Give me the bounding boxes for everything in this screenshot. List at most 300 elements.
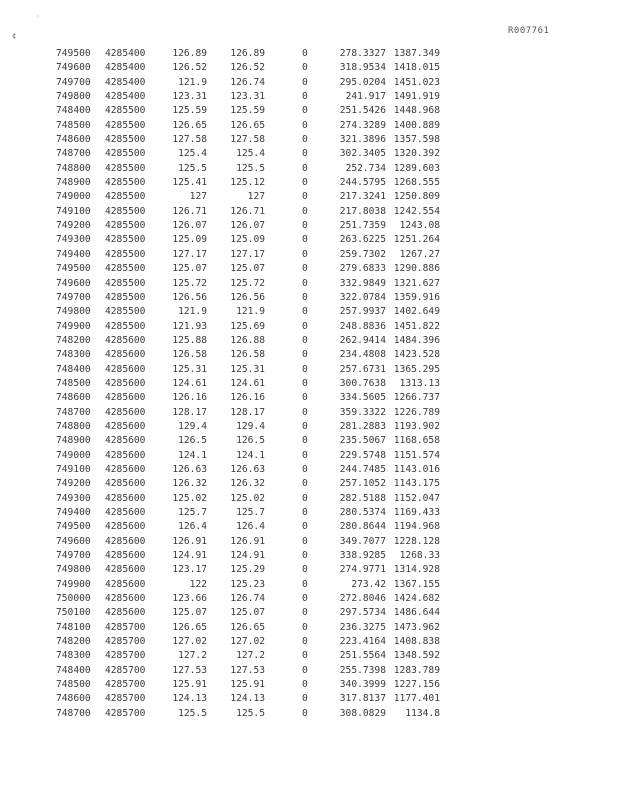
cell-value-b: 1227.156 xyxy=(393,679,440,691)
cell-elev-b: 126.07 xyxy=(230,220,265,232)
table-row xyxy=(0,664,618,678)
cell-value-a: 338.9285 xyxy=(339,550,386,562)
cell-flag: 0 xyxy=(302,377,308,389)
cell-elev-b: 125.31 xyxy=(230,363,265,375)
cell-value-b: 1451.822 xyxy=(393,320,440,332)
cell-easting: 749300 xyxy=(56,492,91,504)
cell-elev-b: 126.74 xyxy=(230,593,265,605)
cell-easting: 749400 xyxy=(56,248,91,260)
cell-northing: 4285700 xyxy=(105,636,146,648)
cell-flag: 0 xyxy=(302,607,308,619)
cell-flag: 0 xyxy=(302,76,308,88)
cell-easting: 749100 xyxy=(56,205,91,217)
table-row xyxy=(0,649,618,663)
cell-elev-b: 125.12 xyxy=(230,177,265,189)
cell-easting: 749500 xyxy=(56,48,91,59)
table-row xyxy=(0,549,618,563)
table-row xyxy=(0,363,618,377)
cell-elev-a: 126.91 xyxy=(172,535,207,547)
cell-easting: 750100 xyxy=(56,607,91,619)
cell-elev-a: 129.4 xyxy=(178,420,207,432)
cell-value-a: 244.7485 xyxy=(339,463,386,475)
cell-elev-b: 125.09 xyxy=(230,234,265,246)
cell-elev-b: 127.53 xyxy=(230,664,265,676)
cell-elev-b: 125.59 xyxy=(230,105,265,117)
table-row xyxy=(0,277,618,291)
cell-northing: 4285600 xyxy=(105,521,146,533)
cell-easting: 749800 xyxy=(56,564,91,576)
table-row xyxy=(0,506,618,520)
cell-elev-b: 125.5 xyxy=(236,707,265,719)
cell-elev-b: 126.88 xyxy=(230,334,265,346)
cell-value-b: 1387.349 xyxy=(393,48,440,59)
cell-flag: 0 xyxy=(302,205,308,217)
cell-northing: 4285600 xyxy=(105,420,146,432)
cell-northing: 4285500 xyxy=(105,277,146,289)
cell-northing: 4285600 xyxy=(105,334,146,346)
cell-elev-a: 126.65 xyxy=(172,119,207,131)
cell-flag: 0 xyxy=(302,349,308,361)
cell-easting: 748500 xyxy=(56,119,91,131)
cell-flag: 0 xyxy=(302,420,308,432)
cell-elev-a: 127.53 xyxy=(172,664,207,676)
cell-easting: 748800 xyxy=(56,420,91,432)
cell-elev-b: 123.31 xyxy=(230,91,265,103)
cell-northing: 4285500 xyxy=(105,248,146,260)
cell-elev-a: 125.88 xyxy=(172,334,207,346)
cell-value-a: 297.5734 xyxy=(339,607,386,619)
cell-value-a: 274.9771 xyxy=(339,564,386,576)
cell-flag: 0 xyxy=(302,91,308,103)
cell-flag: 0 xyxy=(302,220,308,232)
cell-flag: 0 xyxy=(302,263,308,275)
cell-easting: 748600 xyxy=(56,392,91,404)
table-row xyxy=(0,162,618,176)
cell-elev-b: 124.61 xyxy=(230,377,265,389)
cell-northing: 4285600 xyxy=(105,578,146,590)
table-row xyxy=(0,449,618,463)
cell-easting: 749900 xyxy=(56,320,91,332)
cell-easting: 748300 xyxy=(56,349,91,361)
cell-easting: 748200 xyxy=(56,334,91,346)
cell-value-b: 1143.016 xyxy=(393,463,440,475)
cell-value-b: 1357.598 xyxy=(393,134,440,146)
cell-value-b: 1266.737 xyxy=(393,392,440,404)
cell-value-a: 349.7077 xyxy=(339,535,386,547)
cell-flag: 0 xyxy=(302,48,308,59)
cell-elev-b: 126.65 xyxy=(230,119,265,131)
cell-value-a: 278.3327 xyxy=(339,48,386,59)
cell-value-a: 229.5748 xyxy=(339,449,386,461)
cell-value-a: 273.42 xyxy=(351,578,386,590)
table-row xyxy=(0,707,618,721)
cell-easting: 748200 xyxy=(56,636,91,648)
cell-flag: 0 xyxy=(302,664,308,676)
table-row xyxy=(0,305,618,319)
cell-flag: 0 xyxy=(302,363,308,375)
cell-value-b: 1314.928 xyxy=(393,564,440,576)
cell-easting: 748900 xyxy=(56,435,91,447)
cell-flag: 0 xyxy=(302,306,308,318)
cell-value-a: 272.8046 xyxy=(339,593,386,605)
cell-value-b: 1408.838 xyxy=(393,636,440,648)
cell-value-a: 321.3896 xyxy=(339,134,386,146)
cell-elev-a: 126.52 xyxy=(172,62,207,74)
cell-flag: 0 xyxy=(302,406,308,418)
data-table xyxy=(0,47,618,721)
cell-northing: 4285500 xyxy=(105,162,146,174)
cell-easting: 748400 xyxy=(56,363,91,375)
cell-elev-a: 128.17 xyxy=(172,406,207,418)
cell-flag: 0 xyxy=(302,478,308,490)
cell-northing: 4285500 xyxy=(105,306,146,318)
cell-elev-b: 126.52 xyxy=(230,62,265,74)
cell-easting: 749900 xyxy=(56,578,91,590)
cell-elev-b: 125.7 xyxy=(236,507,265,518)
cell-value-b: 1177.401 xyxy=(393,693,440,705)
cell-elev-a: 124.91 xyxy=(172,550,207,562)
cell-elev-a: 125.31 xyxy=(172,363,207,375)
cell-value-a: 236.3275 xyxy=(339,621,386,633)
cell-flag: 0 xyxy=(302,636,308,648)
cell-value-a: 282.5188 xyxy=(339,492,386,504)
table-row xyxy=(0,90,618,104)
cell-elev-a: 126.32 xyxy=(172,478,207,490)
cell-elev-a: 125.07 xyxy=(172,607,207,619)
cell-easting: 748500 xyxy=(56,679,91,691)
table-row xyxy=(0,406,618,420)
cell-elev-a: 126.56 xyxy=(172,291,207,303)
cell-easting: 748900 xyxy=(56,177,91,189)
cell-northing: 4285600 xyxy=(105,507,146,518)
cell-easting: 748600 xyxy=(56,134,91,146)
cell-value-a: 255.7398 xyxy=(339,664,386,676)
cell-easting: 748400 xyxy=(56,664,91,676)
cell-flag: 0 xyxy=(302,119,308,131)
cell-flag: 0 xyxy=(302,291,308,303)
cell-easting: 748400 xyxy=(56,105,91,117)
cell-value-b: 1194.968 xyxy=(393,521,440,533)
cell-elev-a: 125.5 xyxy=(178,162,207,174)
cell-easting: 748800 xyxy=(56,162,91,174)
stray-mark: · xyxy=(36,13,40,20)
cell-value-a: 281.2883 xyxy=(339,420,386,432)
cell-value-b: 1424.682 xyxy=(393,593,440,605)
cell-value-b: 1169.433 xyxy=(393,507,440,518)
cell-northing: 4285400 xyxy=(105,91,146,103)
cell-easting: 748300 xyxy=(56,650,91,662)
table-row xyxy=(0,492,618,506)
cell-elev-b: 126.89 xyxy=(230,48,265,59)
table-row xyxy=(0,420,618,434)
cell-elev-b: 128.17 xyxy=(230,406,265,418)
table-row xyxy=(0,219,618,233)
cell-value-b: 1151.574 xyxy=(393,449,440,461)
table-row xyxy=(0,463,618,477)
cell-easting: 748700 xyxy=(56,148,91,160)
cell-elev-b: 121.9 xyxy=(236,306,265,318)
cell-elev-b: 125.72 xyxy=(230,277,265,289)
cell-value-a: 359.3322 xyxy=(339,406,386,418)
cell-northing: 4285600 xyxy=(105,593,146,605)
cell-elev-b: 127.02 xyxy=(230,636,265,648)
cell-northing: 4285600 xyxy=(105,550,146,562)
cell-value-a: 340.3999 xyxy=(339,679,386,691)
cell-value-b: 1134.8 xyxy=(405,707,440,719)
table-row xyxy=(0,176,618,190)
cell-flag: 0 xyxy=(302,162,308,174)
cell-northing: 4285600 xyxy=(105,406,146,418)
cell-flag: 0 xyxy=(302,62,308,74)
cell-flag: 0 xyxy=(302,492,308,504)
cell-value-a: 280.8644 xyxy=(339,521,386,533)
cell-elev-a: 124.1 xyxy=(178,449,207,461)
cell-elev-b: 124.91 xyxy=(230,550,265,562)
cell-elev-b: 127.58 xyxy=(230,134,265,146)
cell-easting: 749000 xyxy=(56,449,91,461)
cell-easting: 748700 xyxy=(56,406,91,418)
cell-elev-b: 126.63 xyxy=(230,463,265,475)
cell-elev-b: 126.56 xyxy=(230,291,265,303)
cell-elev-b: 126.58 xyxy=(230,349,265,361)
cell-northing: 4285600 xyxy=(105,607,146,619)
cell-northing: 4285400 xyxy=(105,62,146,74)
cell-flag: 0 xyxy=(302,521,308,533)
cell-elev-a: 127.02 xyxy=(172,636,207,648)
cell-elev-a: 125.09 xyxy=(172,234,207,246)
cell-value-b: 1451.023 xyxy=(393,76,440,88)
cell-elev-b: 125.4 xyxy=(236,148,265,160)
cell-value-b: 1473.962 xyxy=(393,621,440,633)
cell-elev-b: 127.2 xyxy=(236,650,265,662)
cell-flag: 0 xyxy=(302,191,308,203)
table-row xyxy=(0,262,618,276)
table-row xyxy=(0,76,618,90)
cell-value-b: 1367.155 xyxy=(393,578,440,590)
cell-value-b: 1290.886 xyxy=(393,263,440,275)
cell-easting: 748600 xyxy=(56,693,91,705)
cell-flag: 0 xyxy=(302,277,308,289)
cell-value-b: 1359.916 xyxy=(393,291,440,303)
cell-elev-a: 127.17 xyxy=(172,248,207,260)
cell-flag: 0 xyxy=(302,507,308,518)
cell-elev-a: 121.9 xyxy=(178,76,207,88)
cell-northing: 4285500 xyxy=(105,191,146,203)
cell-elev-a: 126.4 xyxy=(178,521,207,533)
cell-value-a: 322.0784 xyxy=(339,291,386,303)
cell-northing: 4285600 xyxy=(105,392,146,404)
cell-northing: 4285500 xyxy=(105,205,146,217)
cell-flag: 0 xyxy=(302,334,308,346)
table-row xyxy=(0,104,618,118)
cell-elev-a: 125.07 xyxy=(172,263,207,275)
cell-value-b: 1365.295 xyxy=(393,363,440,375)
cell-value-a: 235.5067 xyxy=(339,435,386,447)
cell-northing: 4285500 xyxy=(105,134,146,146)
cell-flag: 0 xyxy=(302,463,308,475)
cell-value-b: 1193.902 xyxy=(393,420,440,432)
cell-elev-b: 129.4 xyxy=(236,420,265,432)
cell-value-b: 1289.603 xyxy=(393,162,440,174)
cell-elev-a: 126.07 xyxy=(172,220,207,232)
cell-easting: 749400 xyxy=(56,507,91,518)
cell-flag: 0 xyxy=(302,621,308,633)
cell-elev-b: 124.13 xyxy=(230,693,265,705)
cell-value-a: 241.917 xyxy=(345,91,386,103)
cell-northing: 4285500 xyxy=(105,320,146,332)
cell-value-a: 317.8137 xyxy=(339,693,386,705)
cell-value-a: 302.3405 xyxy=(339,148,386,160)
cell-value-b: 1320.392 xyxy=(393,148,440,160)
cell-northing: 4285600 xyxy=(105,463,146,475)
table-row xyxy=(0,563,618,577)
table-row xyxy=(0,147,618,161)
cell-elev-a: 126.89 xyxy=(172,48,207,59)
cell-value-b: 1267.27 xyxy=(399,248,440,260)
cell-elev-a: 125.7 xyxy=(178,507,207,518)
cell-flag: 0 xyxy=(302,593,308,605)
cell-northing: 4285600 xyxy=(105,377,146,389)
cell-easting: 749600 xyxy=(56,535,91,547)
cell-easting: 749000 xyxy=(56,191,91,203)
cell-elev-b: 125.91 xyxy=(230,679,265,691)
table-row xyxy=(0,205,618,219)
cell-elev-b: 126.16 xyxy=(230,392,265,404)
cell-flag: 0 xyxy=(302,105,308,117)
cell-elev-a: 122 xyxy=(189,578,207,590)
cell-elev-a: 123.17 xyxy=(172,564,207,576)
cell-northing: 4285700 xyxy=(105,650,146,662)
cell-elev-a: 126.63 xyxy=(172,463,207,475)
cell-northing: 4285400 xyxy=(105,48,146,59)
cell-value-a: 295.0204 xyxy=(339,76,386,88)
cell-northing: 4285500 xyxy=(105,263,146,275)
table-row xyxy=(0,119,618,133)
table-row xyxy=(0,133,618,147)
cell-value-a: 257.9937 xyxy=(339,306,386,318)
cell-value-b: 1423.528 xyxy=(393,349,440,361)
cell-northing: 4285500 xyxy=(105,291,146,303)
cell-value-b: 1400.889 xyxy=(393,119,440,131)
cell-easting: 749600 xyxy=(56,62,91,74)
cell-elev-a: 125.72 xyxy=(172,277,207,289)
cell-value-b: 1143.175 xyxy=(393,478,440,490)
cell-elev-b: 126.91 xyxy=(230,535,265,547)
cell-elev-b: 126.65 xyxy=(230,621,265,633)
cell-northing: 4285500 xyxy=(105,220,146,232)
cell-elev-a: 126.71 xyxy=(172,205,207,217)
cell-value-b: 1283.789 xyxy=(393,664,440,676)
cell-value-a: 257.6731 xyxy=(339,363,386,375)
cell-flag: 0 xyxy=(302,177,308,189)
cell-elev-b: 124.1 xyxy=(236,449,265,461)
cell-elev-a: 121.93 xyxy=(172,320,207,332)
cell-northing: 4285600 xyxy=(105,535,146,547)
table-row xyxy=(0,621,618,635)
cell-value-b: 1152.047 xyxy=(393,492,440,504)
table-row xyxy=(0,334,618,348)
cell-northing: 4285600 xyxy=(105,478,146,490)
table-row xyxy=(0,291,618,305)
cell-value-a: 334.5605 xyxy=(339,392,386,404)
cell-value-a: 217.3241 xyxy=(339,191,386,203)
cell-value-a: 274.3289 xyxy=(339,119,386,131)
table-row xyxy=(0,348,618,362)
cell-easting: 749200 xyxy=(56,220,91,232)
table-row xyxy=(0,477,618,491)
cell-elev-b: 126.71 xyxy=(230,205,265,217)
cell-elev-a: 124.13 xyxy=(172,693,207,705)
cell-northing: 4285600 xyxy=(105,564,146,576)
cell-value-a: 248.8836 xyxy=(339,320,386,332)
cell-value-b: 1448.968 xyxy=(393,105,440,117)
cell-elev-a: 123.66 xyxy=(172,593,207,605)
cell-flag: 0 xyxy=(302,707,308,719)
cell-easting: 748500 xyxy=(56,377,91,389)
cell-easting: 749200 xyxy=(56,478,91,490)
cell-value-a: 217.8038 xyxy=(339,205,386,217)
table-row xyxy=(0,248,618,262)
cell-easting: 748700 xyxy=(56,707,91,719)
cell-value-a: 262.9414 xyxy=(339,334,386,346)
cell-value-b: 1491.919 xyxy=(393,91,440,103)
cell-easting: 749100 xyxy=(56,463,91,475)
cell-elev-b: 125.02 xyxy=(230,492,265,504)
cell-northing: 4285700 xyxy=(105,707,146,719)
cell-elev-a: 126.16 xyxy=(172,392,207,404)
cell-easting: 749700 xyxy=(56,291,91,303)
cell-value-b: 1242.554 xyxy=(393,205,440,217)
table-row xyxy=(0,434,618,448)
cell-northing: 4285500 xyxy=(105,234,146,246)
cell-value-b: 1321.627 xyxy=(393,277,440,289)
cell-easting: 749800 xyxy=(56,91,91,103)
cell-elev-a: 123.31 xyxy=(172,91,207,103)
cell-elev-b: 127 xyxy=(247,191,265,203)
cell-value-a: 223.4164 xyxy=(339,636,386,648)
table-row xyxy=(0,692,618,706)
table-row xyxy=(0,47,618,61)
cell-flag: 0 xyxy=(302,650,308,662)
table-row xyxy=(0,578,618,592)
cell-easting: 748100 xyxy=(56,621,91,633)
cell-elev-a: 125.41 xyxy=(172,177,207,189)
cell-value-a: 332.9849 xyxy=(339,277,386,289)
cell-flag: 0 xyxy=(302,693,308,705)
table-row xyxy=(0,233,618,247)
cell-elev-b: 127.17 xyxy=(230,248,265,260)
cell-flag: 0 xyxy=(302,550,308,562)
cell-elev-a: 124.61 xyxy=(172,377,207,389)
cell-value-b: 1313.13 xyxy=(399,377,440,389)
cell-northing: 4285700 xyxy=(105,679,146,691)
cell-northing: 4285700 xyxy=(105,693,146,705)
cell-value-a: 300.7638 xyxy=(339,377,386,389)
cell-elev-b: 126.4 xyxy=(236,521,265,533)
cell-elev-b: 125.07 xyxy=(230,263,265,275)
cell-northing: 4285500 xyxy=(105,148,146,160)
cell-elev-a: 126.65 xyxy=(172,621,207,633)
cell-elev-b: 125.07 xyxy=(230,607,265,619)
table-row xyxy=(0,678,618,692)
cell-value-a: 308.0829 xyxy=(339,707,386,719)
table-row xyxy=(0,606,618,620)
cell-value-b: 1251.264 xyxy=(393,234,440,246)
cell-flag: 0 xyxy=(302,578,308,590)
cell-elev-a: 126.58 xyxy=(172,349,207,361)
cell-value-b: 1226.789 xyxy=(393,406,440,418)
cell-flag: 0 xyxy=(302,234,308,246)
